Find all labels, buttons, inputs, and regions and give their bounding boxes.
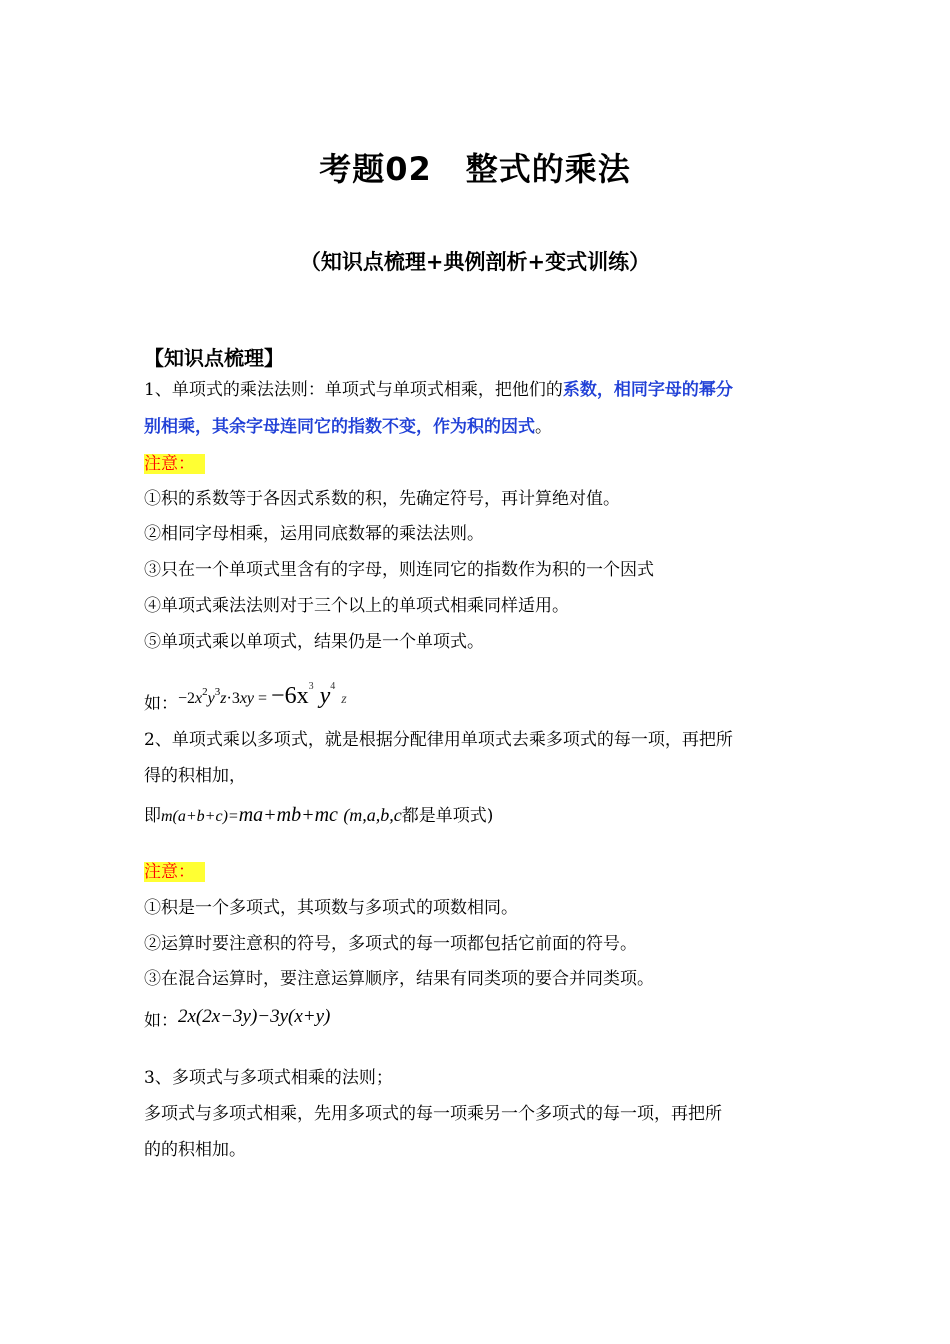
rule3-line2: 的的积相加。 (144, 1140, 246, 1160)
example1 (144, 672, 347, 719)
note1-item-2: ②相同字母相乘，运用同底数幂的乘法法则。 (144, 524, 484, 544)
example1-rhs: $-6x^3$ $y^4$ z (271, 681, 347, 709)
example1-lhs: $-2x^2y^3z\cdot 3xy$ = (178, 686, 272, 707)
formula-rhs: ma+mb+mc (238, 804, 338, 826)
formula-vars: (m,a,b,c (343, 805, 402, 825)
rule1-emphasis-b: 别相乘，其余字母连同它的指数不变，作为积的因式 (144, 417, 535, 437)
rule1-emphasis-a: 系数，相同字母的幂分 (562, 380, 733, 400)
rule3-heading: 3、多项式与多项式相乘的法则； (144, 1068, 393, 1088)
note1-item-4: ④单项式乘法法则对于三个以上的单项式相乘同样适用。 (144, 596, 569, 616)
section-heading: 【知识点梳理】 (144, 346, 284, 370)
example2-expr: 2x(2x−3y)−3y(x+y) (178, 1006, 331, 1027)
formula-prefix: 即 (144, 806, 161, 826)
note2-item-2: ②运算时要注意积的符号，多项式的每一项都包括它前面的符号。 (144, 934, 637, 954)
note-label-2 (144, 860, 205, 884)
page-title (0, 144, 950, 190)
rule1-prefix: 1、单项式的乘法法则：单项式与单项式相乘，把他们的 (144, 380, 563, 400)
rule2-formula (144, 802, 493, 830)
rule1-line1 (144, 378, 733, 402)
rule2-line1: 2、单项式乘以多项式，就是根据分配律用单项式去乘多项式的每一项，再把所 (144, 730, 733, 750)
note1-item-5: ⑤单项式乘以单项式，结果仍是一个单项式。 (144, 632, 484, 652)
note-label-1 (144, 452, 205, 476)
note2-item-1: ①积是一个多项式，其项数与多项式的项数相同。 (144, 898, 518, 918)
rule1-suffix: 。 (535, 417, 552, 437)
example2 (144, 1004, 330, 1034)
note1-item-3: ③只在一个单项式里含有的字母，则连同它的指数作为积的一个因式 (144, 560, 654, 580)
note1-item-1: ①积的系数等于各因式系数的积，先确定符号，再计算绝对值。 (144, 489, 620, 509)
title-code: 考题02 (319, 150, 432, 188)
title-name: 整式的乘法 (465, 150, 631, 188)
note2-item-3: ③在混合运算时，要注意运算顺序，结果有同类项的要合并同类项。 (144, 969, 654, 989)
formula-suffix: 都是单项式) (401, 806, 494, 826)
rule1-line2 (144, 415, 552, 439)
page-subtitle: （知识点梳理+典例剖析+变式训练） (299, 249, 651, 274)
rule2-line2: 得的积相加， (144, 766, 246, 786)
example2-prefix: 如： (144, 1011, 178, 1031)
example1-prefix: 如： (144, 694, 178, 714)
formula-lhs: m(a+b+c)= (161, 808, 239, 825)
note-label-highlight: 注意： (144, 454, 205, 474)
note-label-highlight-2: 注意： (144, 862, 205, 882)
rule3-line1: 多项式与多项式相乘，先用多项式的每一项乘另一个多项式的每一项，再把所 (144, 1104, 722, 1124)
